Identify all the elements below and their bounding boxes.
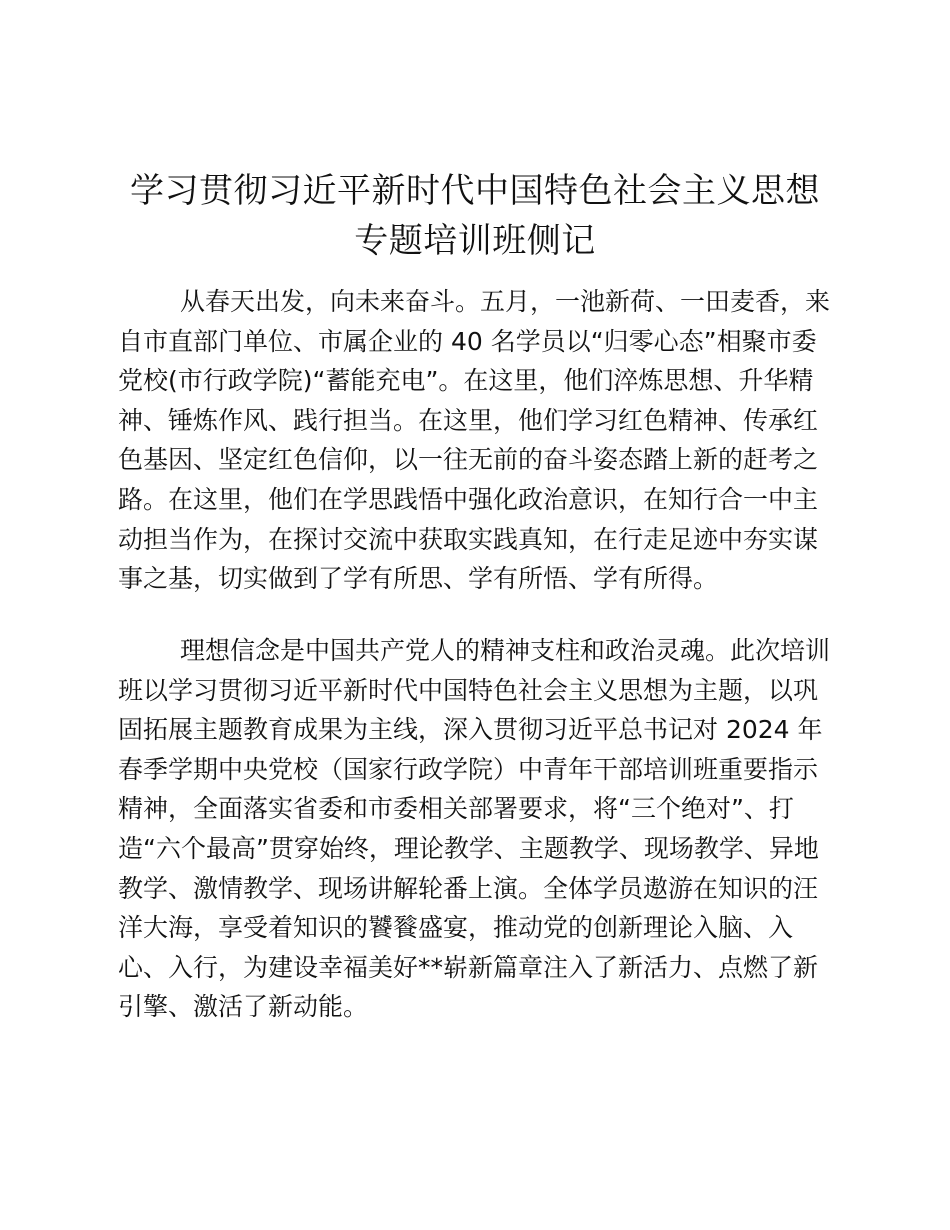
paragraph-line: 党校(市行政学院)“蓄能充电”。在这里，他们淬炼思想、升华精 [118, 366, 814, 396]
paragraph-line: 从春天出发，向未来奋斗。五月，一池新荷、一田麦香，来 [180, 287, 831, 316]
paragraph-2 [118, 631, 838, 1027]
paragraph-line: 理想信念是中国共产党人的精神支柱和政治灵魂。此次培训 [180, 636, 831, 665]
paragraph-line: 春季学期中央党校（国家行政学院）中青年干部培训班重要指示 [118, 754, 819, 784]
paragraph-line: 动担当作为，在探讨交流中获取实践真知，在行走足迹中夯实谋 [118, 524, 819, 554]
paragraph-line: 神、锤炼作风、践行担当。在这里，他们学习红色精神、传承红 [118, 405, 819, 435]
paragraph-line: 教学、激情教学、现场讲解轮番上演。全体学员遨游在知识的汪 [118, 873, 819, 903]
paragraph-line: 固拓展主题教育成果为主线，深入贯彻习近平总书记对 2024 年 [118, 715, 823, 745]
paragraph-line: 心、入行，为建设幸福美好**崭新篇章注入了新活力、点燃了新 [118, 952, 819, 982]
paragraph-line: 路。在这里，他们在学思践悟中强化政治意识，在知行合一中主 [118, 484, 819, 514]
paragraph-line: 事之基，切实做到了学有所思、学有所悟、学有所得。 [118, 564, 719, 594]
paragraph-line: 精神，全面落实省委和市委相关部署要求，将“三个绝对”、打 [118, 794, 794, 824]
document-title-line-2: 专题培训班侧记 [354, 221, 596, 261]
paragraph-line: 班以学习贯彻习近平新时代中国特色社会主义思想为主题，以巩 [118, 675, 819, 705]
document-title-line-1: 学习贯彻习近平新时代中国特色社会主义思想 [130, 171, 820, 211]
paragraph-line: 造“六个最高”贯穿始终，理论教学、主题教学、现场教学、异地 [118, 833, 819, 863]
paragraph-line: 自市直部门单位、市属企业的 40 名学员以“归零心态”相聚市委 [118, 326, 817, 356]
paragraph-1 [118, 282, 838, 599]
paragraph-line: 色基因、坚定红色信仰，以一往无前的奋斗姿态踏上新的赶考之 [118, 445, 819, 475]
paragraph-line: 洋大海，享受着知识的饕餮盛宴，推动党的创新理论入脑、入 [118, 913, 794, 943]
paragraph-line: 引擎、激活了新动能。 [118, 992, 369, 1022]
